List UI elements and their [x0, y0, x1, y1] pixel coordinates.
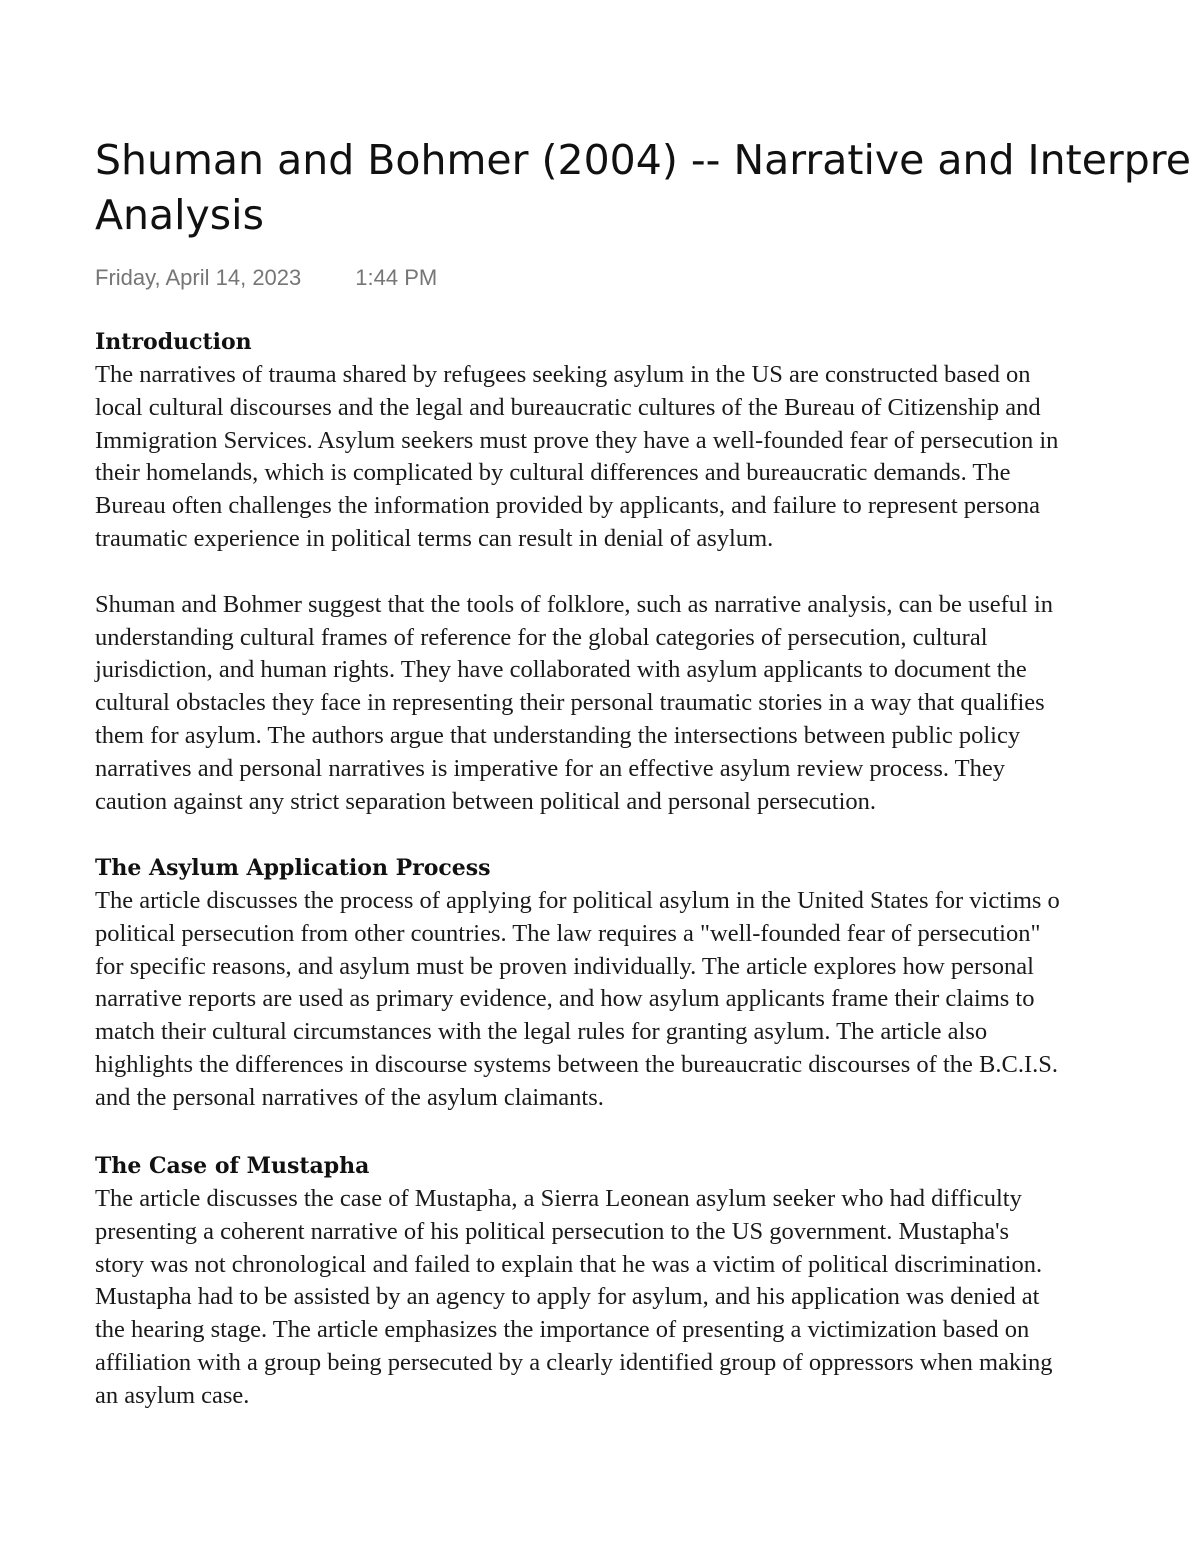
paragraph — [95, 359, 1200, 556]
text-line: presenting a coherent narrative of his political persecution to the US government. Mustapha's — [95, 1217, 1010, 1245]
paragraph-spacer — [95, 556, 1200, 589]
text-line: traumatic experience in political terms can result in denial of asylum. — [95, 524, 774, 552]
text-line: political persecution from other countries. The law requires a "well-founded fear of persecution" — [95, 919, 1041, 947]
page-title-line: Analysis — [95, 191, 264, 239]
page-title-line: Shuman and Bohmer (2004) -- Narrative and Interpre — [95, 136, 1191, 184]
text-line: the hearing stage. The article emphasizes the importance of presenting a victimization based on — [95, 1316, 1030, 1344]
text-line: jurisdiction, and human rights. They have collaborated with asylum applicants to document the — [95, 656, 1027, 684]
paragraph — [95, 589, 1200, 819]
text-line: and the personal narratives of the asylum claimants. — [95, 1083, 604, 1111]
text-line: for specific reasons, and asylum must be proven individually. The article explores how personal — [95, 952, 1034, 980]
text-line: local cultural discourses and the legal and bureaucratic cultures of the Bureau of Citizenship and — [95, 393, 1041, 421]
text-line: match their cultural circumstances with the legal rules for granting asylum. The article also — [95, 1018, 988, 1046]
text-line: understanding cultural frames of reference for the global categories of persecution, cultural — [95, 623, 988, 651]
note-date: Friday, April 14, 2023 — [95, 265, 302, 290]
note-timestamp — [95, 264, 437, 292]
text-line: their homelands, which is complicated by cultural differences and bureaucratic demands. The — [95, 459, 1011, 487]
paragraph — [95, 885, 1200, 1115]
section-case-of-mustapha — [95, 1150, 1200, 1413]
text-line: Bureau often challenges the information provided by applicants, and failure to represent persona — [95, 492, 1040, 520]
text-line: Shuman and Bohmer suggest that the tools of folklore, such as narrative analysis, can be useful in — [95, 590, 1054, 618]
text-line: an asylum case. — [95, 1381, 250, 1409]
text-line: them for asylum. The authors argue that understanding the intersections between public policy — [95, 721, 1021, 749]
paragraph — [95, 1183, 1200, 1413]
section-introduction — [95, 326, 1200, 818]
section-asylum-application-process — [95, 852, 1200, 1115]
text-line: cultural obstacles they face in representing their personal traumatic stories in a way that qualifies — [95, 689, 1045, 717]
text-line: The narratives of trauma shared by refugees seeking asylum in the US are constructed based on — [95, 361, 1031, 388]
section-heading: Introduction — [95, 329, 252, 355]
page-title — [95, 133, 1191, 243]
text-line: narrative reports are used as primary evidence, and how asylum applicants frame their claims to — [95, 985, 1035, 1013]
text-line: story was not chronological and failed to explain that he was a victim of political discrimination. — [95, 1250, 1043, 1278]
section-heading: The Asylum Application Process — [95, 855, 491, 881]
text-line: Immigration Services. Asylum seekers must prove they have a well-founded fear of persecution in — [95, 426, 1059, 454]
text-line: The article discusses the process of applying for political asylum in the United States for victims o — [95, 887, 1060, 914]
text-line: Mustapha had to be assisted by an agency to apply for asylum, and his application was denied at — [95, 1283, 1040, 1311]
text-line: The article discusses the case of Mustapha, a Sierra Leonean asylum seeker who had difficulty — [95, 1185, 1022, 1212]
text-line: highlights the differences in discourse systems between the bureaucratic discourses of the B.C.I.S. — [95, 1050, 1058, 1078]
text-line: affiliation with a group being persecuted by a clearly identified group of oppressors when making — [95, 1348, 1053, 1376]
text-line: narratives and personal narratives is imperative for an effective asylum review process. They — [95, 754, 1006, 782]
section-heading: The Case of Mustapha — [95, 1153, 370, 1179]
note-time: 1:44 PM — [355, 265, 438, 290]
text-line: caution against any strict separation between political and personal persecution. — [95, 787, 877, 815]
